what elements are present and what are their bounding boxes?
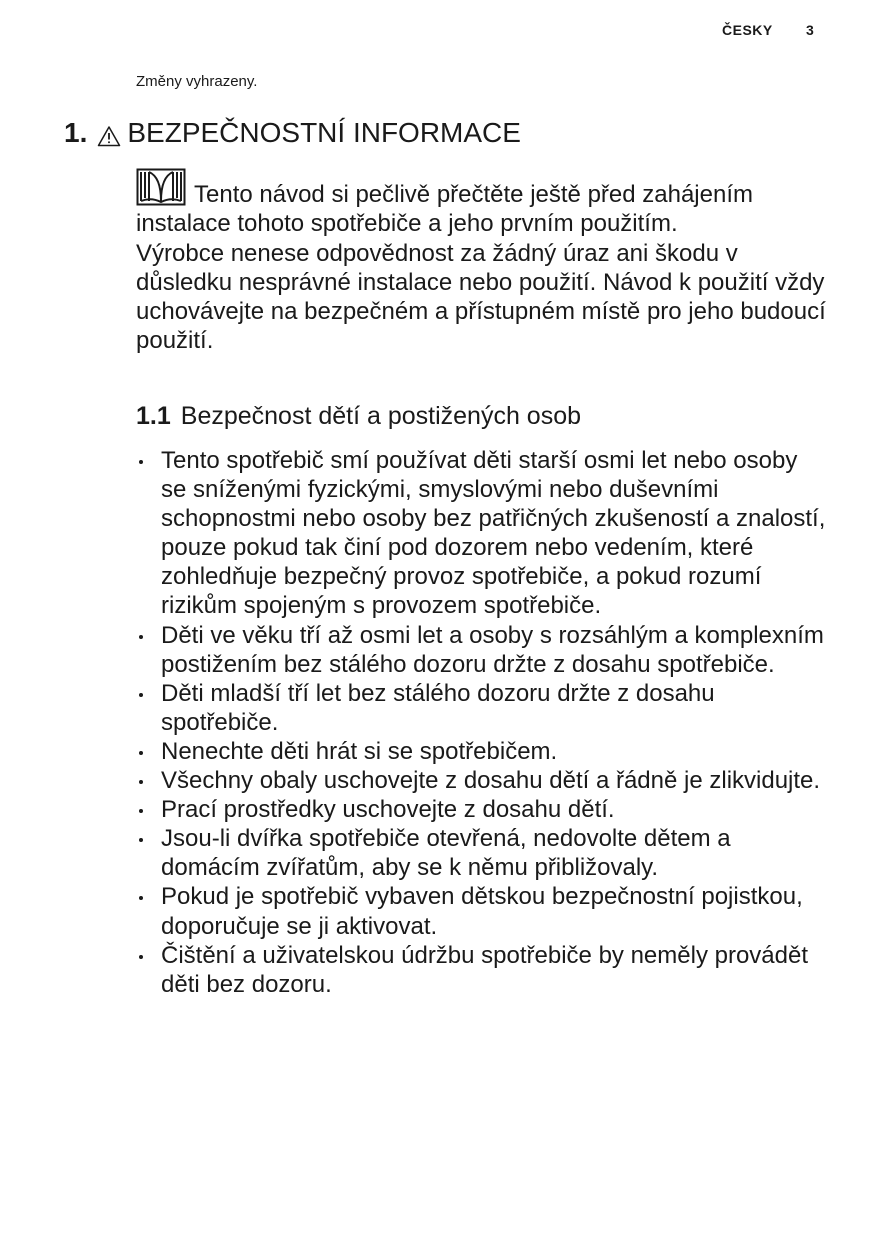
intro-paragraph-1	[136, 168, 836, 239]
list-item: Tento spotřebič smí používat děti starší osmi let nebo osoby se sníženými fyzickými, smyslovými nebo duševními schopnostmi nebo osoby bez patřičných zkušeností a znalostí, pouze pokud tak činí pod dozorem nebo vedením, které zohledňuje bezpečný provoz spotřebiče, a pokud rozumí rizikům spojeným s provozem spotřebiče.	[136, 446, 826, 621]
section-number: 1.	[64, 117, 88, 148]
section-title: BEZPEČNOSTNÍ INFORMACE	[127, 117, 521, 148]
subsection-title: Bezpečnost dětí a postižených osob	[180, 402, 582, 430]
intro-paragraph-1-text: Tento návod si pečlivě přečtěte ještě před zahájením instalace tohoto spotřebiče a jeho prvním použitím.	[136, 181, 753, 238]
safety-bullet-list	[136, 446, 826, 999]
list-item: Pokud je spotřebič vybaven dětskou bezpečnostní pojistkou, doporučuje se ji aktivovat.	[136, 882, 826, 940]
intro-block	[136, 168, 836, 356]
subsection-heading	[136, 402, 581, 431]
list-item: Děti ve věku tří až osmi let a osoby s rozsáhlým a komplexním postižením bez stálého dozoru držte z dosahu spotřebiče.	[136, 621, 826, 679]
list-item: Děti mladší tří let bez stálého dozoru držte z dosahu spotřebiče.	[136, 679, 826, 737]
intro-paragraph-2: Výrobce nenese odpovědnost za žádný úraz ani škodu v důsledku nesprávné instalace nebo použití. Návod k použití vždy uchovávejte na bezpečném a přístupném místě pro jeho budoucí použití.	[136, 239, 826, 355]
list-item: Jsou-li dvířka spotřebiče otevřená, nedovolte dětem a domácím zvířatům, aby se k němu přibližovaly.	[136, 824, 826, 882]
page-number: 3	[806, 22, 814, 38]
changes-reserved-note: Změny vyhrazeny.	[136, 73, 258, 90]
section-heading	[64, 117, 521, 149]
book-icon	[136, 168, 186, 206]
list-item: Všechny obaly uschovejte z dosahu dětí a řádně je zlikvidujte.	[136, 766, 826, 795]
header-language: ČESKY	[722, 22, 773, 38]
subsection-number: 1.1	[136, 402, 171, 430]
list-item: Nenechte děti hrát si se spotřebičem.	[136, 737, 826, 766]
list-item: Čištění a uživatelskou údržbu spotřebiče by neměly provádět děti bez dozoru.	[136, 941, 826, 999]
warning-triangle-icon	[97, 122, 121, 144]
list-item: Prací prostředky uschovejte z dosahu dětí.	[136, 795, 826, 824]
